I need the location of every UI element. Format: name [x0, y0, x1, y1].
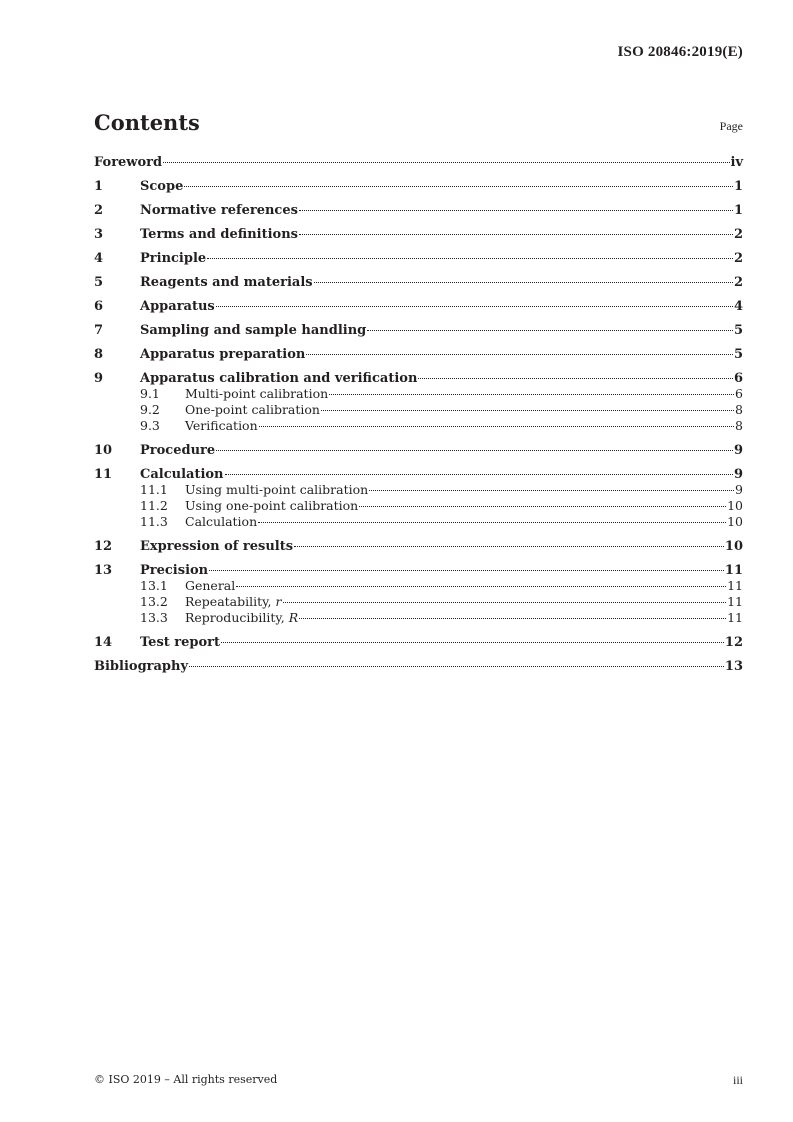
toc-label-text: Multi-point calibration [185, 386, 329, 401]
toc-label [140, 203, 298, 218]
dot-leader [189, 666, 724, 667]
dot-leader [163, 162, 729, 163]
dot-leader [216, 450, 733, 451]
page-column-label: Page [719, 119, 743, 133]
toc-label-text: Using one-point calibration [185, 498, 359, 513]
toc-page-number: 1 [733, 203, 743, 218]
toc-page-number: 6 [735, 386, 743, 401]
toc-entry[interactable] [94, 659, 743, 674]
toc-number: 11.2 [140, 498, 168, 513]
toc-entry[interactable] [94, 635, 743, 650]
toc-entry[interactable] [94, 467, 743, 482]
dot-leader [418, 378, 733, 379]
toc-number: 9.1 [140, 386, 160, 401]
toc-entry[interactable] [94, 299, 743, 314]
toc-label [140, 179, 183, 194]
toc-label-text: Reagents and materials [140, 275, 313, 290]
toc-entry[interactable] [94, 227, 743, 242]
toc-entry[interactable] [94, 563, 743, 578]
toc-label-text: Sampling and sample handling [140, 323, 367, 338]
toc-label [140, 371, 417, 386]
toc-label-text: Apparatus preparation [140, 347, 306, 362]
toc-number: 8 [94, 347, 104, 362]
page-number: iii [732, 1073, 743, 1087]
toc-label [140, 443, 215, 458]
dot-leader [367, 330, 733, 331]
dot-leader [321, 410, 734, 411]
copyright-notice: © ISO 2019 – All rights reserved [94, 1073, 278, 1086]
toc-label [185, 594, 282, 610]
dot-leader [329, 394, 734, 395]
toc-label-text: Bibliography [94, 659, 189, 674]
toc-label-text: Apparatus [140, 299, 215, 314]
toc-page-number: 6 [733, 371, 743, 386]
toc-label-text: Reproducibility, [185, 610, 289, 625]
toc-label-text: Using multi-point calibration [185, 482, 369, 497]
toc-label-text: Expression of results [140, 539, 294, 554]
dot-leader [306, 354, 733, 355]
title-row [94, 110, 743, 135]
toc-label [140, 323, 366, 338]
toc-entry[interactable] [94, 347, 743, 362]
toc-number: 1 [94, 179, 104, 194]
toc-page-number: 10 [727, 514, 743, 529]
page-title: Contents [94, 110, 200, 135]
toc-page-number: 11 [727, 578, 743, 593]
toc-number: 3 [94, 227, 104, 242]
toc-label-text: Foreword [94, 155, 163, 170]
toc-entry[interactable] [94, 179, 743, 194]
toc-number: 13.2 [140, 594, 168, 609]
toc-page-number: iv [730, 155, 743, 170]
toc-label-text: Terms and definitions [140, 227, 298, 242]
toc-page-number: 2 [733, 275, 743, 290]
toc-number: 13 [94, 563, 113, 578]
dot-leader [359, 506, 726, 507]
dot-leader [184, 186, 733, 187]
toc-label [185, 578, 235, 594]
dot-leader [221, 642, 724, 643]
toc-entry[interactable] [94, 443, 743, 458]
toc-entry[interactable] [94, 251, 743, 266]
toc-number: 11.3 [140, 514, 168, 529]
toc-page-number: 5 [733, 347, 743, 362]
toc-label-text: Repeatability, [185, 594, 276, 609]
toc-number: 7 [94, 323, 104, 338]
toc-number: 2 [94, 203, 104, 218]
toc-label [185, 498, 358, 514]
toc-number: 13.3 [140, 610, 168, 625]
toc-number: 9.2 [140, 402, 160, 417]
toc-number: 14 [94, 635, 113, 650]
toc-number: 5 [94, 275, 104, 290]
toc-number: 11 [94, 467, 113, 482]
toc-entry[interactable] [94, 203, 743, 218]
toc-label [185, 482, 368, 498]
toc-page-number: 11 [727, 594, 743, 609]
table-of-contents [94, 155, 743, 674]
toc-page-number: 11 [727, 610, 743, 625]
toc-page-number: 10 [727, 498, 743, 513]
toc-entry[interactable] [94, 275, 743, 290]
toc-label-text: General [185, 578, 236, 593]
toc-entry[interactable] [94, 323, 743, 338]
toc-page-number: 9 [735, 482, 743, 497]
toc-page-number: 2 [733, 251, 743, 266]
dot-leader [294, 546, 724, 547]
toc-label [94, 659, 188, 674]
toc-label [185, 402, 320, 418]
toc-label-text: Precision [140, 563, 209, 578]
toc-label-symbol: R [288, 610, 299, 625]
toc-page-number: 1 [733, 179, 743, 194]
dot-leader [216, 306, 733, 307]
toc-label [140, 299, 215, 314]
toc-page-number: 13 [724, 659, 743, 674]
toc-page-number: 9 [733, 467, 743, 482]
toc-number: 9 [94, 371, 104, 386]
toc-label-text: Apparatus calibration and verification [140, 371, 418, 386]
toc-subentry[interactable] [94, 386, 743, 402]
dot-leader [236, 586, 726, 587]
toc-subentry[interactable] [94, 610, 743, 626]
toc-label [140, 635, 220, 650]
dot-leader [207, 258, 733, 259]
toc-page-number: 5 [733, 323, 743, 338]
toc-label [140, 563, 208, 578]
toc-page-number: 8 [735, 402, 743, 417]
toc-label [185, 514, 257, 530]
toc-label [185, 610, 298, 626]
dot-leader [299, 234, 733, 235]
toc-label [140, 251, 206, 266]
dot-leader [225, 474, 733, 475]
toc-label-text: Test report [140, 635, 221, 650]
toc-number: 10 [94, 443, 113, 458]
dot-leader [314, 282, 733, 283]
dot-leader [283, 602, 727, 603]
dot-leader [258, 522, 726, 523]
document-id: ISO 20846:2019(E) [617, 44, 743, 60]
toc-entry[interactable] [94, 371, 743, 386]
toc-label [94, 155, 162, 170]
toc-label-text: Verification [185, 418, 258, 433]
page-footer [94, 1073, 743, 1088]
toc-number: 6 [94, 299, 104, 314]
dot-leader [369, 490, 734, 491]
dot-leader [209, 570, 724, 571]
toc-label-text: Calculation [140, 467, 224, 482]
toc-label [140, 227, 298, 242]
toc-subentry[interactable] [94, 594, 743, 610]
toc-number: 9.3 [140, 418, 160, 433]
toc-entry[interactable] [94, 155, 743, 170]
toc-label [140, 275, 313, 290]
toc-page-number: 2 [733, 227, 743, 242]
toc-label [140, 467, 224, 482]
dot-leader [299, 618, 726, 619]
toc-number: 4 [94, 251, 104, 266]
toc-subentry[interactable] [94, 498, 743, 514]
dot-leader [299, 210, 733, 211]
toc-page-number: 9 [733, 443, 743, 458]
toc-page-number: 11 [724, 563, 743, 578]
toc-subentry[interactable] [94, 482, 743, 498]
toc-label-symbol: r [275, 594, 282, 609]
toc-page-number: 12 [724, 635, 743, 650]
toc-subentry[interactable] [94, 514, 743, 530]
toc-subentry[interactable] [94, 578, 743, 594]
toc-label-text: Procedure [140, 443, 216, 458]
toc-label-text: Normative references [140, 203, 298, 218]
toc-number: 11.1 [140, 482, 168, 497]
toc-label-text: One-point calibration [185, 402, 320, 417]
toc-label [185, 418, 258, 434]
toc-label-text: Calculation [185, 514, 258, 529]
toc-subentry[interactable] [94, 418, 743, 434]
toc-page-number: 8 [735, 418, 743, 433]
toc-label-text: Principle [140, 251, 207, 266]
toc-number: 12 [94, 539, 113, 554]
toc-number: 13.1 [140, 578, 168, 593]
toc-label-text: Scope [140, 179, 184, 194]
toc-label [140, 539, 293, 554]
toc-entry[interactable] [94, 539, 743, 554]
toc-page-number: 10 [724, 539, 743, 554]
toc-label [140, 347, 305, 362]
dot-leader [259, 426, 734, 427]
toc-subentry[interactable] [94, 402, 743, 418]
toc-page-number: 4 [733, 299, 743, 314]
toc-label [185, 386, 328, 402]
